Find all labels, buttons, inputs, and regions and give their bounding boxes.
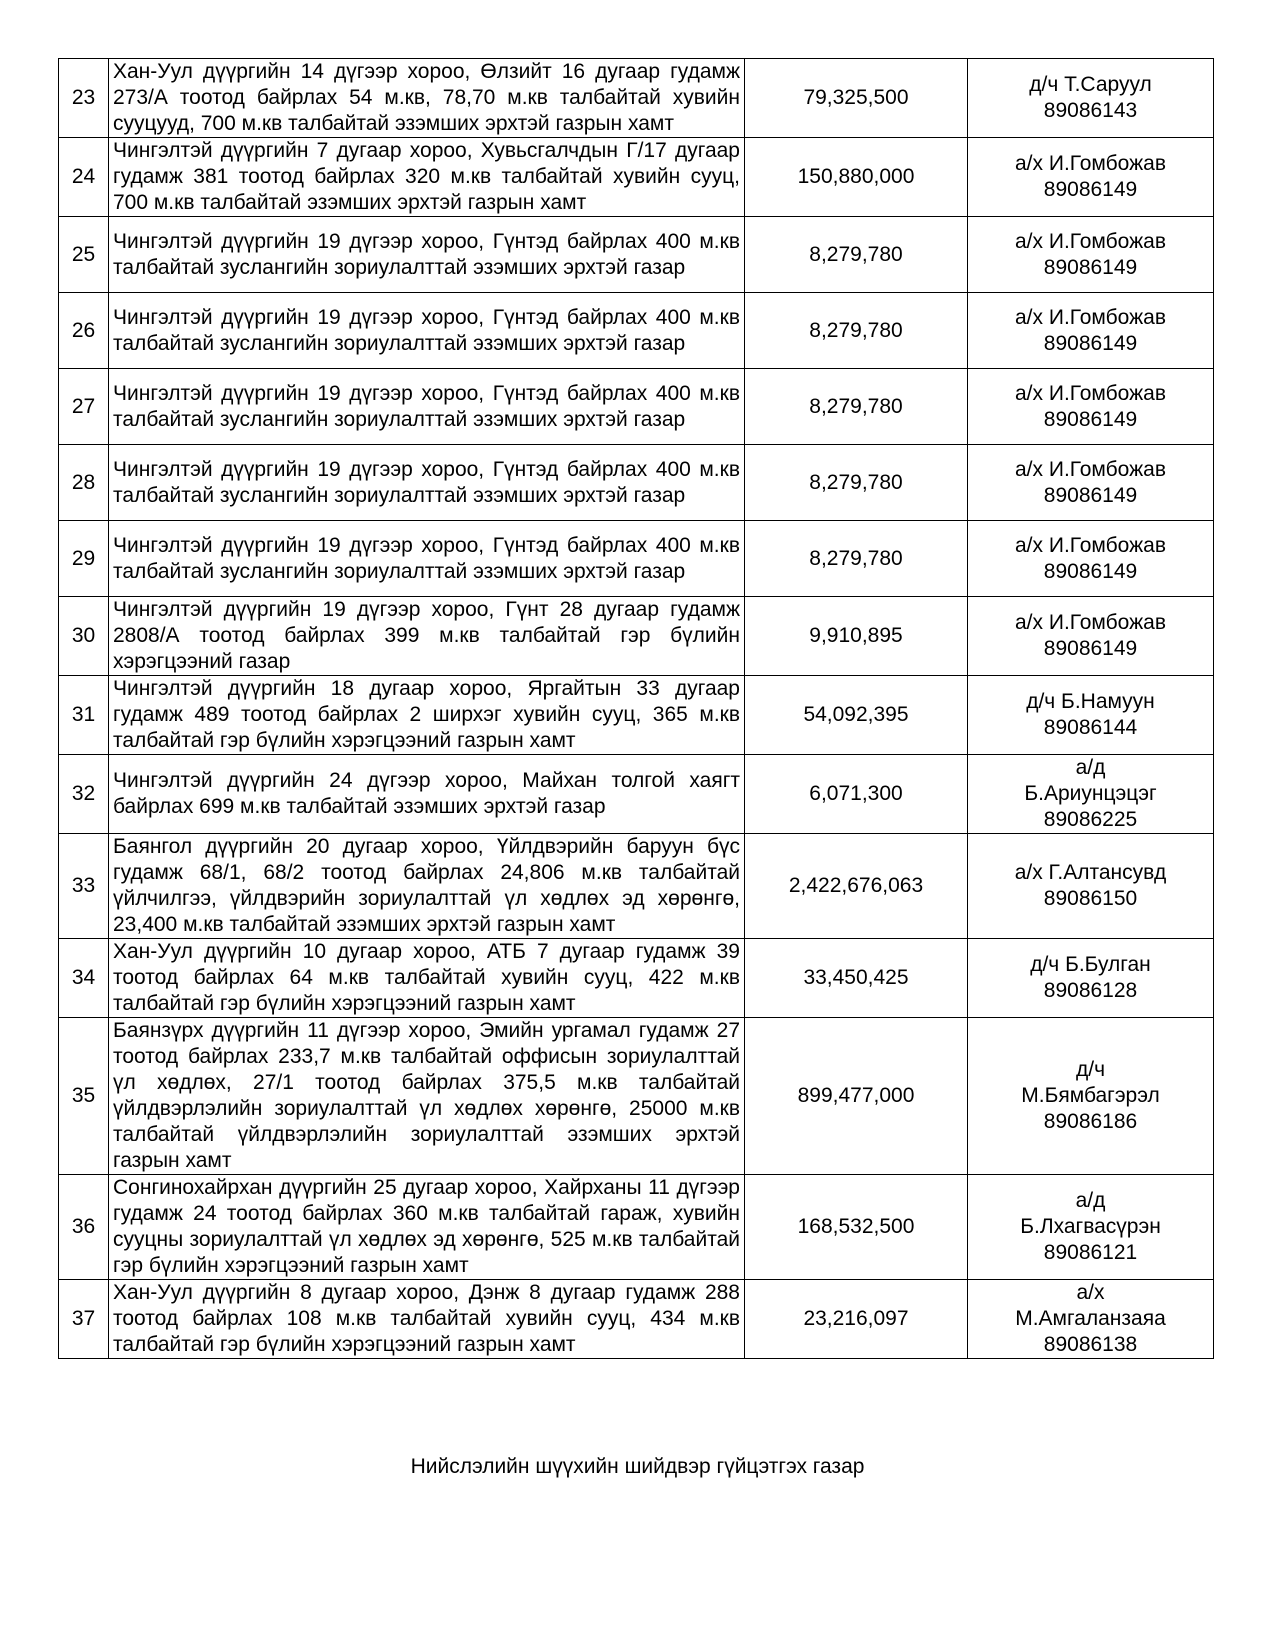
contact-cell	[968, 1018, 1214, 1175]
property-description: Чингэлтэй дүүргийн 19 дүгээр хороо, Гүнтэд байрлах 400 м.кв талбайтай зуслангийн зориулалттай эзэмших эрхтэй газар	[109, 445, 745, 521]
contact-name: д/ч Б.Булган	[1030, 953, 1151, 976]
row-number: 34	[59, 939, 109, 1018]
property-description: Баянгол дүүргийн 20 дугаар хороо, Үйлдвэрийн баруун бүс гудамж 68/1, 68/2 тоотод байрлах 24,806 м.кв талбайтай үйлчилгээ, үйлдвэрийн зориулалттай үл хөдлөх эд хөрөнгө, 23,400 м.кв талбайтай эзэмших эрхтэй газрын хамт	[109, 834, 745, 939]
table-row	[59, 676, 1214, 755]
table-row	[59, 939, 1214, 1018]
contact-name: Б.Лхагвасүрэн	[1020, 1215, 1161, 1238]
contact-name: Б.Ариунцэцэг	[1024, 782, 1157, 805]
property-description: Чингэлтэй дүүргийн 18 дугаар хороо, Яргайтын 33 дугаар гудамж 489 тоотод байрлах 2 ширхэг хувийн сууц, 365 м.кв талбайтай гэр бүлийн хэрэгцээний газрын хамт	[109, 676, 745, 755]
table-row	[59, 1280, 1214, 1359]
contact-phone: 89086150	[1043, 887, 1138, 910]
contact-name: М.Бямбагэрэл	[1021, 1084, 1160, 1107]
row-number: 28	[59, 445, 109, 521]
contact-role: а/д	[1075, 1189, 1106, 1212]
contact-phone: 89086138	[1043, 1333, 1138, 1356]
contact-phone: 89086149	[1043, 255, 1138, 279]
property-price: 6,071,300	[745, 755, 968, 834]
contact-phone: 89086149	[1043, 331, 1138, 355]
property-price: 23,216,097	[745, 1280, 968, 1359]
property-price: 2,422,676,063	[745, 834, 968, 939]
property-price: 8,279,780	[745, 521, 968, 597]
table-row	[59, 217, 1214, 293]
contact-name: а/х И.Гомбожав	[1015, 152, 1166, 175]
contact-cell	[968, 138, 1214, 217]
contact-phone: 89086149	[1043, 559, 1138, 583]
property-description: Чингэлтэй дүүргийн 19 дүгээр хороо, Гүнтэд байрлах 400 м.кв талбайтай зуслангийн зориулалттай эзэмших эрхтэй газар	[109, 217, 745, 293]
row-number: 26	[59, 293, 109, 369]
contact-phone: 89086128	[1043, 979, 1138, 1002]
property-description: Чингэлтэй дүүргийн 24 дүгээр хороо, Майхан толгой хаягт байрлах 699 м.кв талбайтай эзэмших эрхтэй газар	[109, 755, 745, 834]
contact-cell	[968, 939, 1214, 1018]
row-number: 27	[59, 369, 109, 445]
contact-name: а/х И.Гомбожав	[1015, 229, 1166, 253]
property-price: 54,092,395	[745, 676, 968, 755]
table-body	[59, 59, 1214, 1359]
row-number: 23	[59, 59, 109, 138]
property-description: Хан-Уул дүүргийн 14 дүгээр хороо, Өлзийт 16 дугаар гудамж 273/А тоотод байрлах 54 м.кв, 78,70 м.кв талбайтай хувийн сууцууд, 700 м.кв талбайтай эзэмших эрхтэй газрын хамт	[109, 59, 745, 138]
property-description: Хан-Уул дүүргийн 8 дугаар хороо, Дэнж 8 дугаар гудамж 288 тоотод байрлах 108 м.кв талбайтай хувийн сууц, 434 м.кв талбайтай гэр бүлийн хэрэгцээний газрын хамт	[109, 1280, 745, 1359]
table-row	[59, 369, 1214, 445]
contact-cell	[968, 217, 1214, 293]
row-number: 37	[59, 1280, 109, 1359]
contact-cell	[968, 597, 1214, 676]
property-price: 79,325,500	[745, 59, 968, 138]
contact-name: а/х И.Гомбожав	[1015, 533, 1166, 557]
property-price: 168,532,500	[745, 1175, 968, 1280]
property-description: Сонгинохайрхан дүүргийн 25 дугаар хороо, Хайрханы 11 дүгээр гудамж 24 тоотод байрлах 360 м.кв талбайтай гараж, хувийн сууцны зориулалттай үл хөдлөх эд хөрөнгө, 525 м.кв талбайтай гэр бүлийн хэрэгцээний газрын хамт	[109, 1175, 745, 1280]
contact-phone: 89086149	[1043, 178, 1138, 201]
contact-phone: 89086149	[1043, 407, 1138, 431]
property-price: 9,910,895	[745, 597, 968, 676]
table-row	[59, 445, 1214, 521]
contact-phone: 89086225	[1043, 808, 1138, 831]
contact-cell	[968, 755, 1214, 834]
property-description: Чингэлтэй дүүргийн 19 дүгээр хороо, Гүнтэд байрлах 400 м.кв талбайтай зуслангийн зориулалттай эзэмших эрхтэй газар	[109, 293, 745, 369]
contact-cell	[968, 369, 1214, 445]
property-price: 8,279,780	[745, 217, 968, 293]
property-description: Чингэлтэй дүүргийн 19 дүгээр хороо, Гүнтэд байрлах 400 м.кв талбайтай зуслангийн зориулалттай эзэмших эрхтэй газар	[109, 369, 745, 445]
contact-name: а/х Г.Алтансувд	[1014, 861, 1167, 884]
contact-cell	[968, 1175, 1214, 1280]
table-row	[59, 755, 1214, 834]
row-number: 24	[59, 138, 109, 217]
property-price: 8,279,780	[745, 445, 968, 521]
property-price: 8,279,780	[745, 369, 968, 445]
row-number: 33	[59, 834, 109, 939]
property-description: Чингэлтэй дүүргийн 7 дугаар хороо, Хувьсгалчдын Г/17 дугаар гудамж 381 тоотод байрлах 320 м.кв талбайтай хувийн сууц, 700 м.кв талбайтай эзэмших эрхтэй газрын хамт	[109, 138, 745, 217]
property-description: Баянзүрх дүүргийн 11 дүгээр хороо, Эмийн ургамал гудамж 27 тоотод байрлах 233,7 м.кв талбайтай оффисын зориулалттай үл хөдлөх, 27/1 тоотод байрлах 375,5 м.кв талбайтай үйлдвэрлэлийн зориулалттай үл хөдлөх хөрөнгө, 25000 м.кв талбайтай үйлдвэрлэлийн зориулалттай эзэмших эрхтэй газрын хамт	[109, 1018, 745, 1175]
contact-name: а/х И.Гомбожав	[1015, 457, 1166, 481]
contact-name: д/ч Т.Саруул	[1029, 73, 1152, 96]
row-number: 29	[59, 521, 109, 597]
property-price: 899,477,000	[745, 1018, 968, 1175]
contact-name: д/ч Б.Намуун	[1026, 690, 1155, 713]
property-description: Чингэлтэй дүүргийн 19 дүгээр хороо, Гүнтэд байрлах 400 м.кв талбайтай зуслангийн зориулалттай эзэмших эрхтэй газар	[109, 521, 745, 597]
property-listing-table	[58, 58, 1214, 1359]
contact-cell	[968, 834, 1214, 939]
contact-phone: 89086186	[1043, 1110, 1138, 1133]
row-number: 30	[59, 597, 109, 676]
table-row	[59, 59, 1214, 138]
property-price: 150,880,000	[745, 138, 968, 217]
contact-phone: 89086144	[1043, 716, 1138, 739]
table-row	[59, 1175, 1214, 1280]
contact-role: д/ч	[1075, 1058, 1106, 1081]
contact-phone: 89086149	[1043, 483, 1138, 507]
contact-name: а/х И.Гомбожав	[1015, 305, 1166, 329]
contact-cell	[968, 59, 1214, 138]
property-description: Хан-Уул дүүргийн 10 дугаар хороо, АТБ 7 дугаар гудамж 39 тоотод байрлах 64 м.кв талбайтай хувийн сууц, 422 м.кв талбайтай гэр бүлийн хэрэгцээний газрын хамт	[109, 939, 745, 1018]
property-price: 8,279,780	[745, 293, 968, 369]
property-description: Чингэлтэй дүүргийн 19 дүгээр хороо, Гүнт 28 дугаар гудамж 2808/А тоотод байрлах 399 м.кв талбайтай гэр бүлийн хэрэгцээний газар	[109, 597, 745, 676]
row-number: 25	[59, 217, 109, 293]
contact-cell	[968, 676, 1214, 755]
contact-name: а/х И.Гомбожав	[1015, 611, 1166, 634]
contact-cell	[968, 293, 1214, 369]
contact-cell	[968, 1280, 1214, 1359]
table-row	[59, 834, 1214, 939]
table-row	[59, 597, 1214, 676]
property-price: 33,450,425	[745, 939, 968, 1018]
row-number: 31	[59, 676, 109, 755]
row-number: 32	[59, 755, 109, 834]
table-row	[59, 138, 1214, 217]
contact-cell	[968, 445, 1214, 521]
row-number: 36	[59, 1175, 109, 1280]
row-number: 35	[59, 1018, 109, 1175]
contact-phone: 89086149	[1043, 637, 1138, 660]
table-row	[59, 521, 1214, 597]
contact-cell	[968, 521, 1214, 597]
contact-role: а/х	[1076, 1281, 1105, 1304]
contact-name: М.Амгаланзаяа	[1015, 1307, 1166, 1330]
footer-organization-name: Нийслэлийн шүүхийн шийдвэр гүйцэтгэх газар	[410, 1455, 865, 1478]
contact-phone: 89086121	[1043, 1241, 1138, 1264]
contact-name: а/х И.Гомбожав	[1015, 381, 1166, 405]
table-row	[59, 1018, 1214, 1175]
table-row	[59, 293, 1214, 369]
contact-role: а/д	[1075, 756, 1106, 779]
contact-phone: 89086143	[1043, 99, 1138, 122]
